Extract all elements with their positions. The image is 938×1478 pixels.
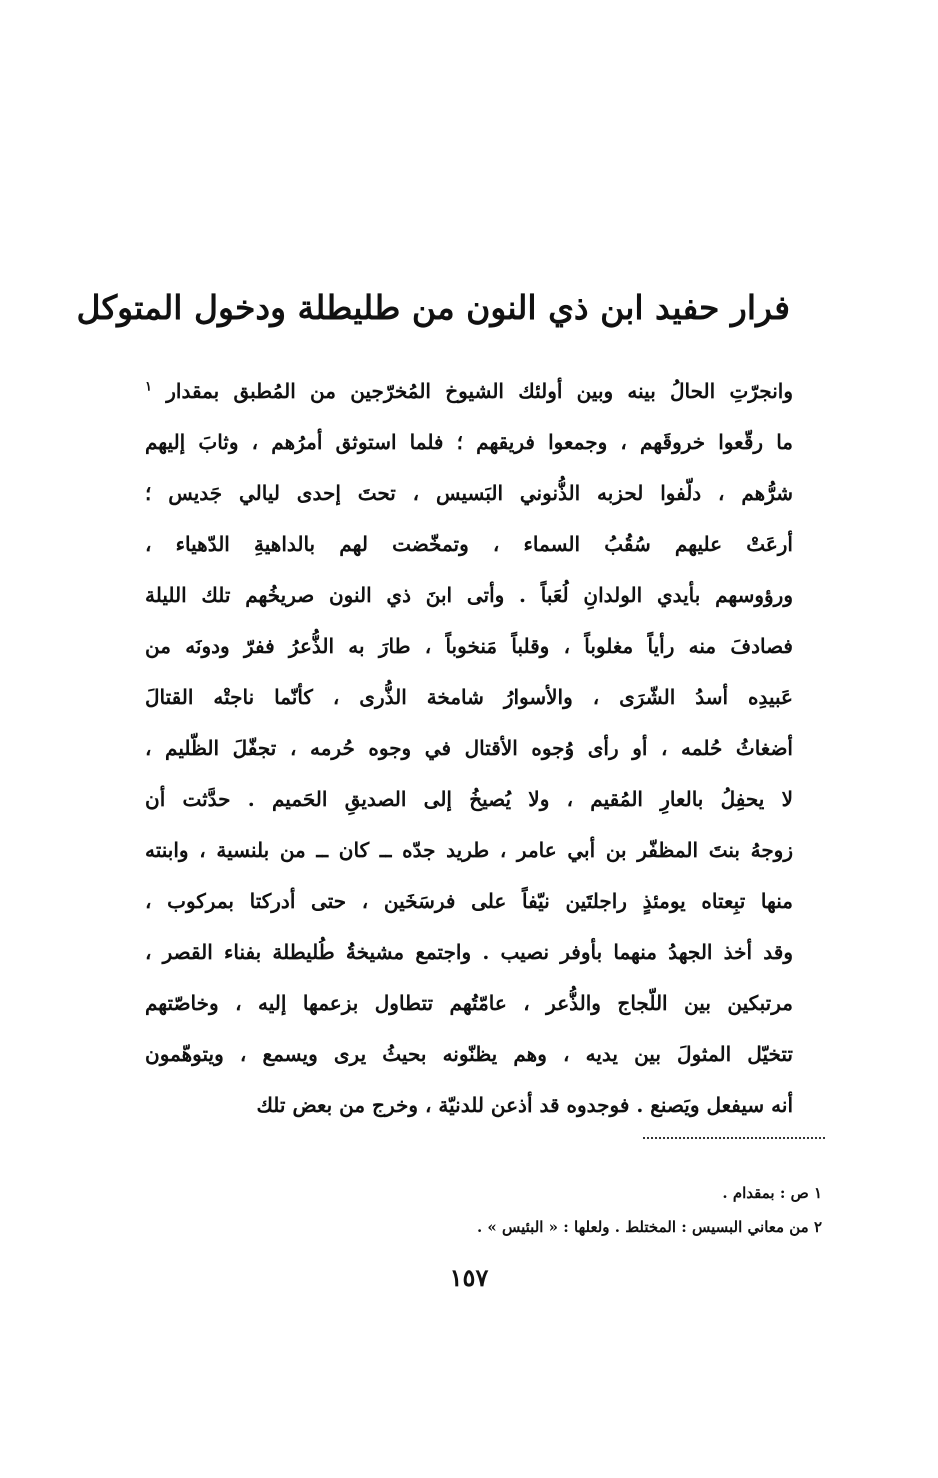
body-line: تتخيّل المثولَ بين يديه ، وهم يظنّونه بحيثُ يرى ويسمع ، ويتوهّمون [145,1042,793,1066]
body-line: عَبيدِه أسدُ الشّرَى ، والأسوارُ شامخة الذُّرى ، كأنّما ناجتْه القتالَ [145,685,793,709]
footnote: ١ ص : بمقدام . [722,1184,822,1202]
body-line: شرُّهم ، دلّفوا لحزبه الذُّنوني البَسيس ، تحتَ إحدى ليالي جَديس ؛ [145,481,793,505]
body-line: لا يحفِلُ بالعارِ المُقيم ، ولا يُصيخُ إلى الصديقِ الحَميم . حدَّثت أن [145,787,793,811]
footnote-mark: ١ [145,379,152,395]
body-line: زوجهُ بنتَ المظفّر بن أبي عامر ، طريد جدّه ــ كان ــ من بلنسية ، وابنته [145,838,793,862]
body-line: ورؤوسهم بأيدي الولدانِ لُعَباً . وأتى ابنَ ذي النون صريخُهم تلك الليلة [145,583,793,607]
body-line: أرعَتْ عليهم سُقُبُ السماء ، وتمخّضت لهم بالداهيةِ الدّهياء ، [145,532,793,556]
footnote: ٢ من معاني البسيس : المختلط . ولعلها : « البئيس » . [476,1218,822,1236]
body-line: فصادفَ منه رأياً مغلوباً ، وقلباً مَنخوباً ، طارَ به الذُّعرُ ففرّ ودونَه من [145,634,793,658]
body-line: أنه سيفعل ويَصنع . فوجدوه قد أذعن للدنيّة ، وخرج من بعض تلك [256,1093,793,1117]
body-line: وقد أخذ الجهدُ منهما بأوفر نصيب . واجتمع مشيخةُ طُليطلة بفناء القصر ، [145,940,793,964]
chapter-title: فرار حفيد ابن ذي النون من طليطلة ودخول المتوكل [76,288,790,328]
body-line: مرتبكين بين اللّجاج والذُّعر ، عامّتُهم تتطاول بزعمها إليه ، وخاصّتهم [145,991,793,1015]
body-line: وانجرّتِ الحالُ بينه وبين أولئك الشيوخ المُخرّجين من المُطبق بمقدار $^١$ [145,379,793,403]
body-line: ما رقّعوا خروقَهم ، وجمعوا فريقهم ؛ فلما استوثق أمرُهم ، وثابَ إليهم [145,430,793,454]
footnotes [370,1176,822,1244]
footnote-separator [643,1137,825,1139]
body-line: أضغاثُ حُلمه ، أو رأى وُجوه الأقتال في وجوه حُرمه ، تجفّلَ الظّليم ، [145,736,793,760]
body-line: منها تبِعتاه يومئذٍ راجلتَين نيّفاً على فرسَخَين ، حتى أدركتا بمركوب ، [145,889,793,913]
page-number: ١٥٧ [449,1263,489,1292]
body-text [145,366,793,1131]
